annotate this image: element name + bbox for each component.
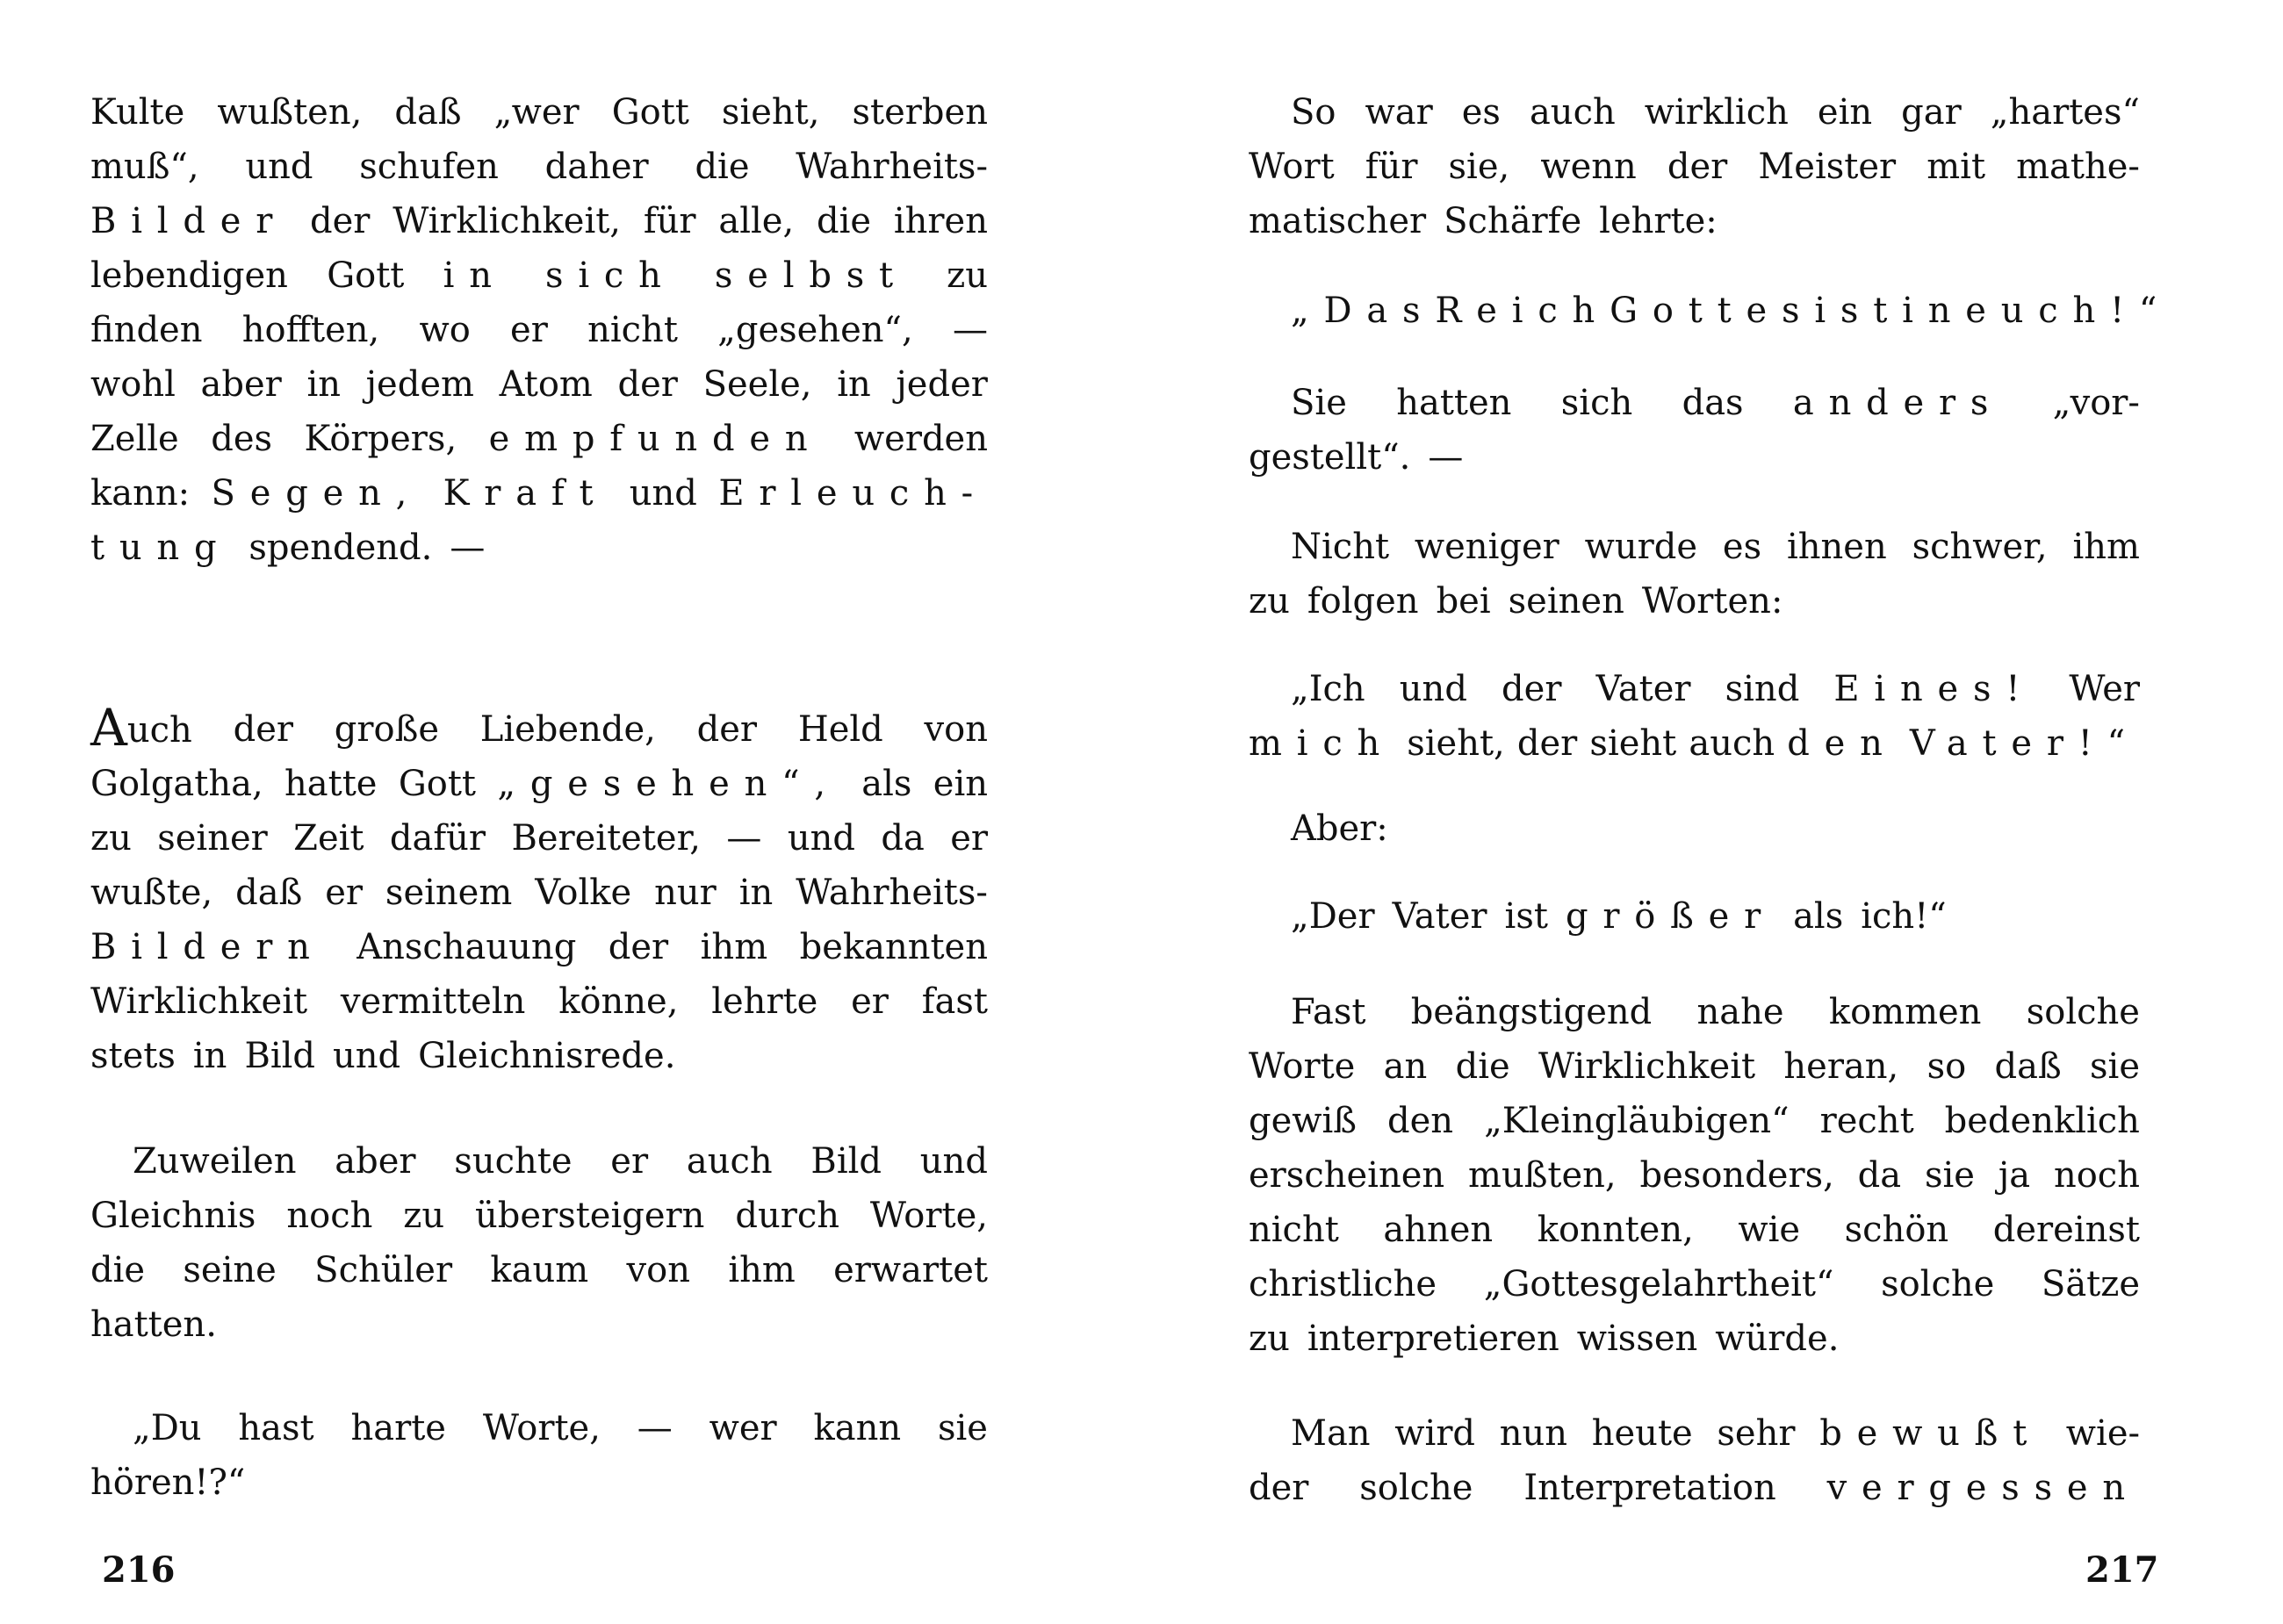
text-line: Bildern Anschauung der ihm bekannten — [90, 927, 988, 967]
text-line: Man wird nun heute sehr bewußt wie- — [1291, 1413, 2140, 1454]
text-line: kann: Segen, Kraft und Erleuch- — [90, 473, 988, 514]
text-line: Fast beängstigend nahe kommen solche — [1291, 992, 2140, 1032]
text-line: zu interpretieren wissen würde. — [1249, 1319, 1840, 1359]
text-line: Worte an die Wirklichkeit heran, so daß sie — [1249, 1046, 2140, 1087]
text-line: Bilder der Wirklichkeit, für alle, die ihren — [90, 201, 988, 241]
text-line: Sie hatten sich das anders „vor- — [1291, 383, 2140, 423]
text-line: „Das Reich Gottes ist in euch!“ — [1291, 291, 2172, 331]
text-line: die seine Schüler kaum von ihm erwartet — [90, 1250, 988, 1290]
text-line: „Ich und der Vater sind Eines! Wer — [1291, 669, 2140, 709]
text-line: stets in Bild und Gleichnisrede. — [90, 1036, 676, 1076]
text-line: der solche Interpretation vergessen — [1249, 1468, 2140, 1508]
text-line: hören!?“ — [90, 1462, 246, 1503]
text-line: Nicht weniger wurde es ihnen schwer, ihm — [1291, 527, 2140, 567]
text-line: Golgatha, hatte Gott „gesehen“, als ein — [90, 764, 988, 804]
text-line: erscheinen mußten, besonders, da sie ja noch — [1249, 1155, 2140, 1196]
text-line: Zelle des Körpers, empfunden werden — [90, 419, 988, 459]
page-number-right: 217 — [2085, 1549, 2159, 1591]
text-line: Zuweilen aber suchte er auch Bild und — [133, 1141, 988, 1182]
text-line: Wirklichkeit vermitteln könne, lehrte er fast — [90, 981, 988, 1022]
text-line: Auch der große Liebende, der Held von — [90, 698, 988, 758]
drop-cap: A — [90, 698, 127, 758]
text-line: Gleichnis noch zu übersteigern durch Worte, — [90, 1196, 988, 1236]
page-number-left: 216 — [102, 1549, 176, 1591]
text-line: So war es auch wirklich ein gar „hartes“ — [1291, 92, 2140, 133]
text-line: Aber: — [1291, 808, 1388, 849]
text-line: hatten. — [90, 1304, 217, 1345]
text-line: wußte, daß er seinem Volke nur in Wahrheits- — [90, 873, 988, 913]
text-line: Wort für sie, wenn der Meister mit mathe- — [1249, 147, 2140, 187]
text-line: muß“, und schufen daher die Wahrheits- — [90, 147, 988, 187]
text-line: finden hofften, wo er nicht „gesehen“, — — [90, 310, 988, 350]
text-line: matischer Schärfe lehrte: — [1249, 201, 1718, 241]
text-line: gewiß den „Kleingläubigen“ recht bedenklich — [1249, 1101, 2140, 1141]
text-line: wohl aber in jedem Atom der Seele, in jeder — [90, 364, 988, 405]
text-line: gestellt“. — — [1249, 437, 1464, 478]
text-line: nicht ahnen konnten, wie schön dereinst — [1249, 1210, 2140, 1250]
text-line: zu seiner Zeit dafür Bereiteter, — und da er — [90, 818, 988, 859]
text-line: „Du hast harte Worte, — wer kann sie — [133, 1408, 988, 1448]
text-line: tung spendend. — — [90, 528, 486, 568]
text-line: „Der Vater ist größer als ich!“ — [1291, 896, 1947, 937]
text-line: christliche „Gottesgelahrtheit“ solche Sätze — [1249, 1264, 2140, 1304]
text-line: lebendigen Gott in sich selbst zu — [90, 255, 988, 296]
text-line: Kulte wußten, daß „wer Gott sieht, sterben — [90, 92, 988, 133]
text-line: mich sieht, der sieht auch den Vater!“ — [1249, 723, 2140, 764]
text-line: zu folgen bei seinen Worten: — [1249, 581, 1783, 622]
